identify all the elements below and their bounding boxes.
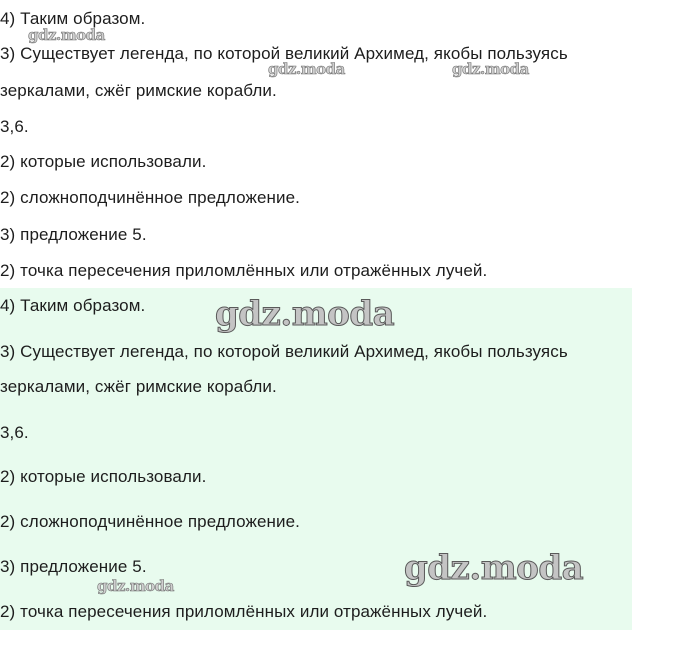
- panel-line-7: 3) предложение 5.: [0, 557, 147, 576]
- answer-line-8: 2) точка пересечения приломлённых или отражённых лучей.: [0, 261, 488, 280]
- watermark-logo: gdz.moda: [28, 26, 105, 44]
- answer-line-6: 2) сложноподчинённое предложение.: [0, 188, 300, 207]
- panel-line-8: 2) точка пересечения приломлённых или отражённых лучей.: [0, 602, 488, 621]
- panel-line-6: 2) сложноподчинённое предложение.: [0, 512, 300, 531]
- watermark-logo: gdz.moda: [404, 548, 584, 588]
- watermark-logo: gdz.moda: [452, 60, 529, 78]
- watermark-logo: gdz.moda: [215, 294, 395, 334]
- watermark-logo: gdz.moda: [97, 577, 174, 595]
- panel-line-2: 3) Существует легенда, по которой великий Архимед, якобы пользуясь: [0, 342, 568, 361]
- answer-line-2: 3) Существует легенда, по которой великий Архимед, якобы пользуясь: [0, 44, 568, 63]
- answer-line-3: зеркалами, сжёг римские корабли.: [0, 81, 277, 100]
- watermark-logo: gdz.moda: [268, 60, 345, 78]
- answer-line-1: 4) Таким образом.: [0, 9, 146, 28]
- answer-line-4: 3,6.: [0, 117, 29, 136]
- panel-line-1: 4) Таким образом.: [0, 296, 146, 315]
- panel-line-3: зеркалами, сжёг римские корабли.: [0, 377, 277, 396]
- panel-line-4: 3,6.: [0, 423, 29, 442]
- answer-line-7: 3) предложение 5.: [0, 225, 147, 244]
- answer-line-5: 2) которые использовали.: [0, 152, 207, 171]
- panel-line-5: 2) которые использовали.: [0, 467, 207, 486]
